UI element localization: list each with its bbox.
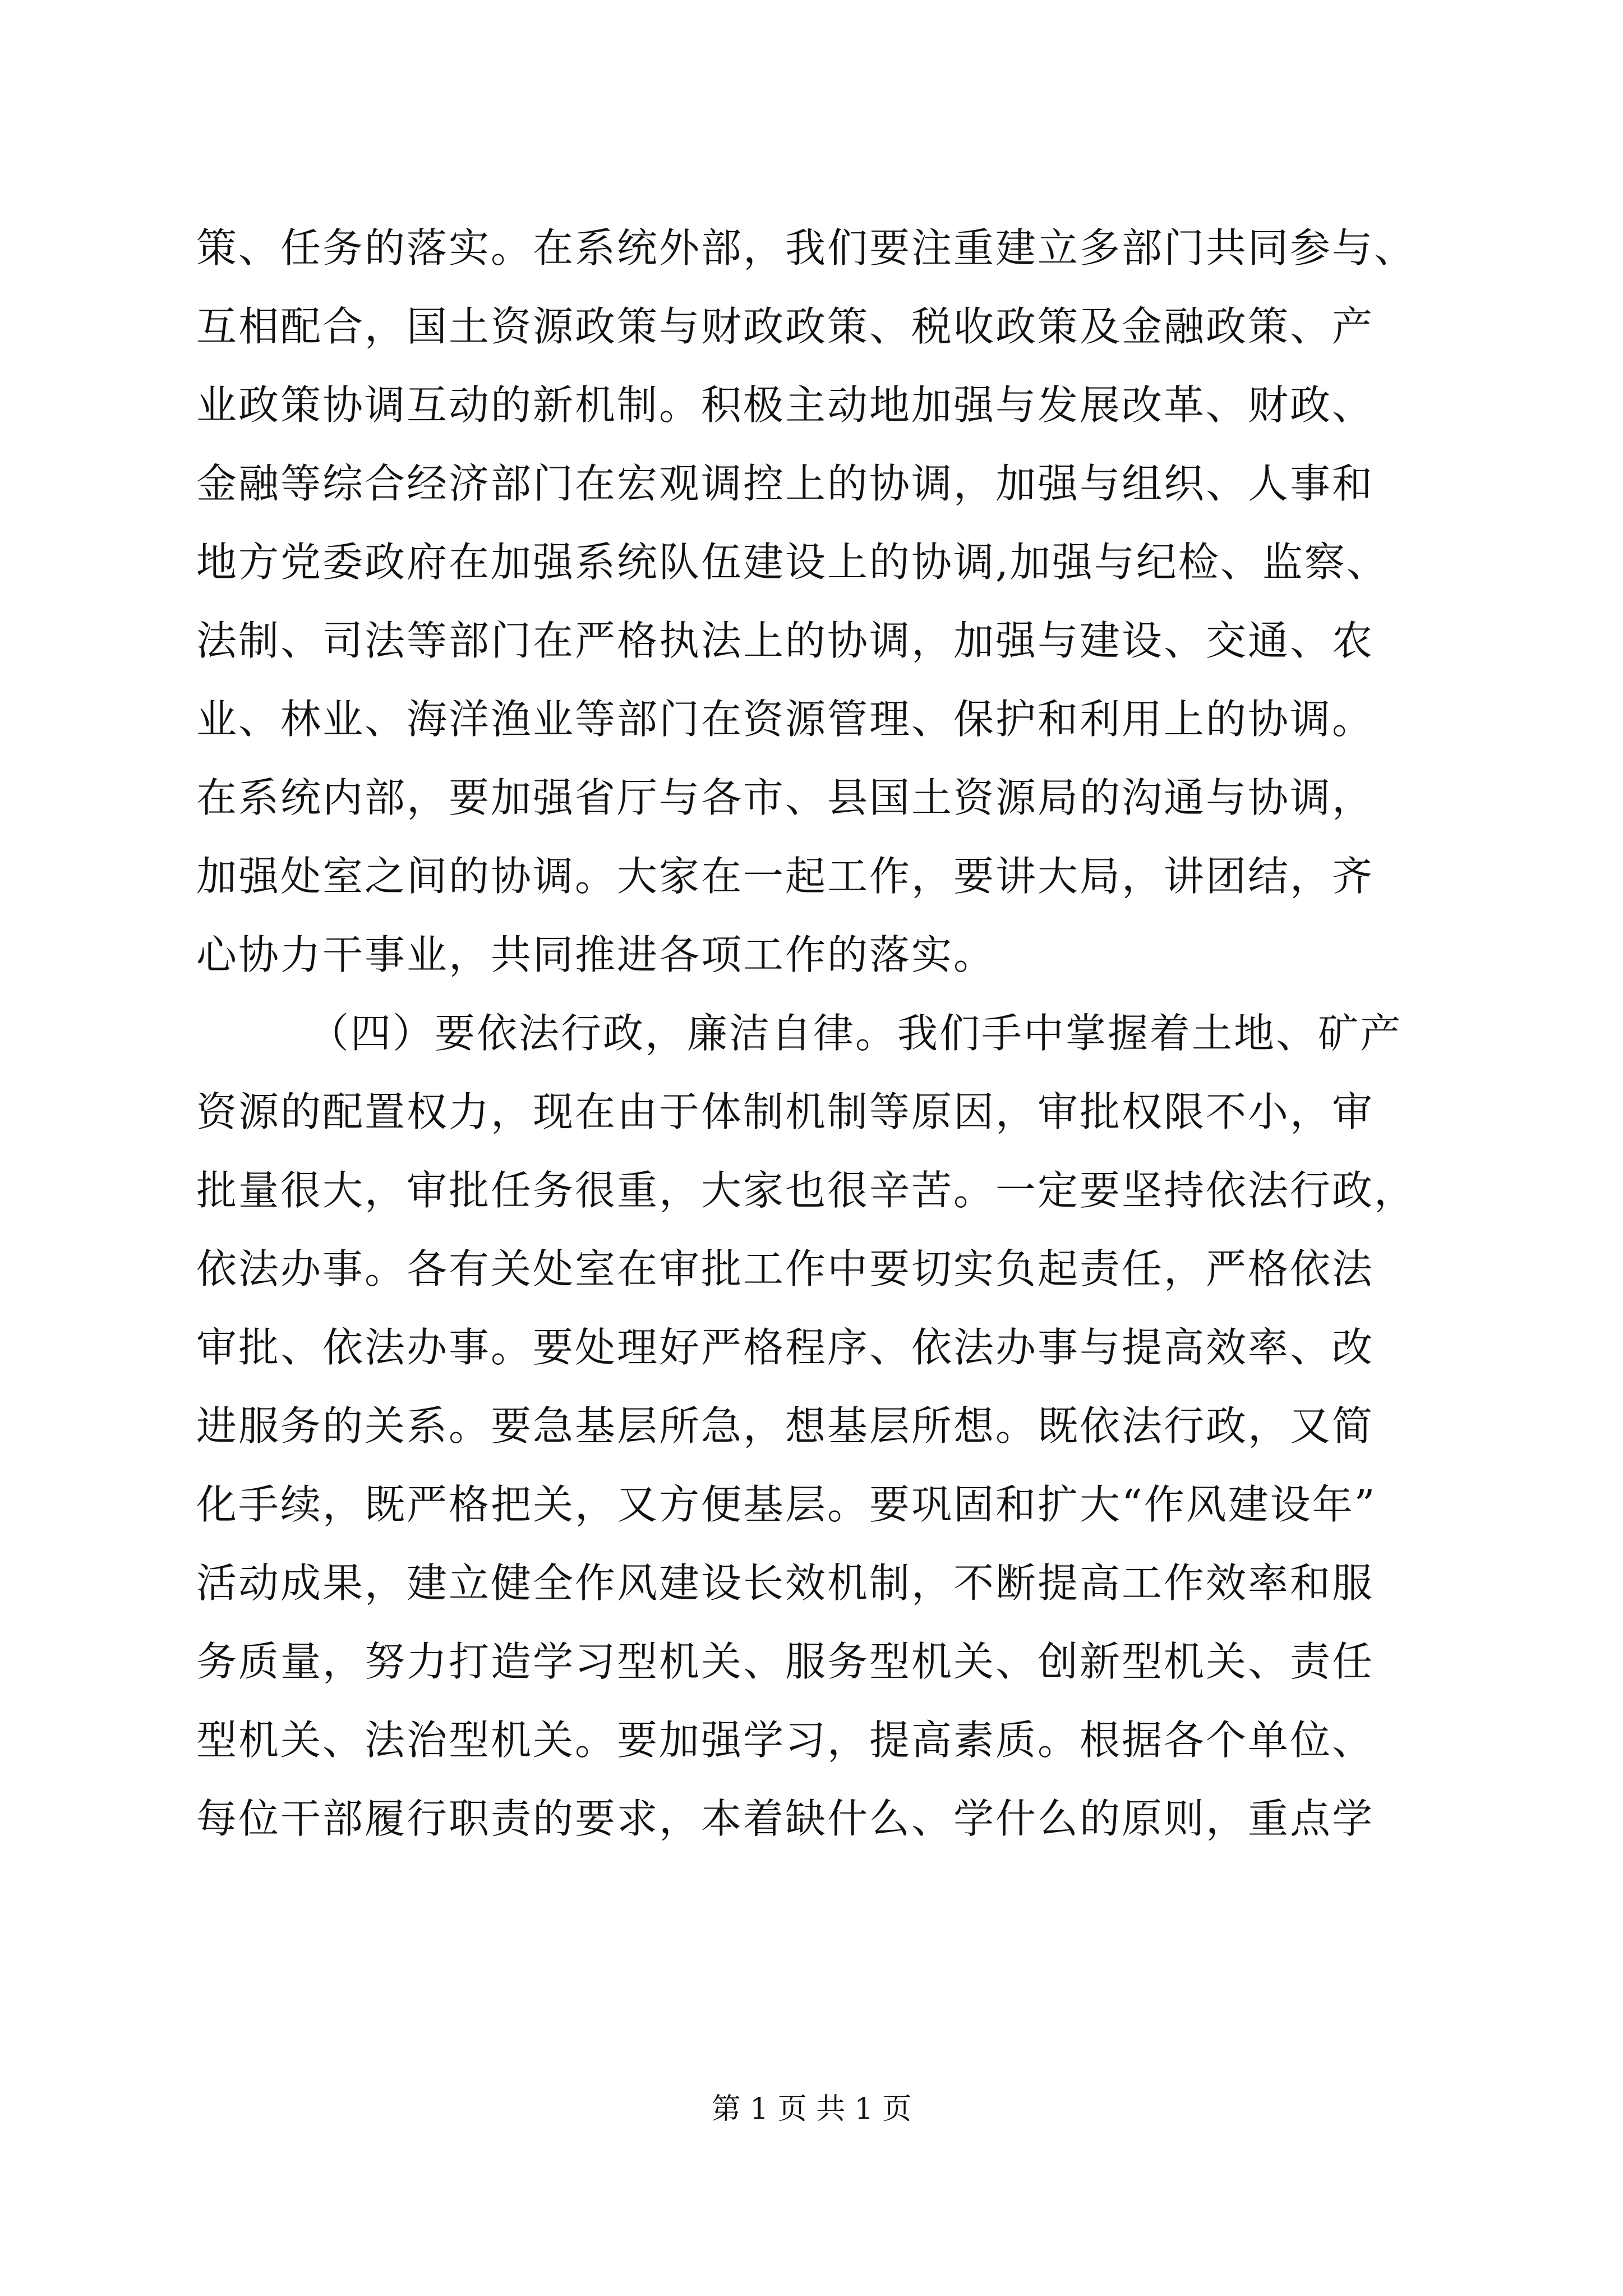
document-body (196, 209, 1621, 1858)
text-line: 金融等综合经济部门在宏观调控上的协调，加强与组织、人事和 (196, 460, 1375, 507)
text-line: 型机关、法治型机关。要加强学习，提高素质。根据各个单位、 (196, 1717, 1375, 1764)
text-line: 在系统内部，要加强省厅与各市、县国土资源局的沟通与协调， (196, 774, 1375, 821)
text-line: 加强处室之间的协调。大家在一起工作，要讲大局，讲团结，齐 (196, 853, 1375, 900)
text-line: 资源的配置权力，现在由于体制机制等原因，审批权限不小，审 (196, 1088, 1375, 1135)
text-line: 策、任务的落实。在系统外部，我们要注重建立多部门共同参与、 (196, 224, 1417, 272)
text-line: 法制、司法等部门在严格执法上的协调，加强与建设、交通、农 (196, 617, 1375, 664)
text-line: 业、林业、海洋渔业等部门在资源管理、保护和利用上的协调。 (196, 696, 1375, 743)
text-line: 地方党委政府在加强系统队伍建设上的协调,加强与纪检、监察、 (196, 539, 1389, 586)
text-line: 化手续，既严格把关，又方便基层。要巩固和扩大“作风建设年” (196, 1481, 1377, 1528)
text-line: 批量很大，审批任务很重，大家也很辛苦。一定要坚持依法行政， (196, 1167, 1417, 1214)
text-line: 进服务的关系。要急基层所急，想基层所想。既依法行政，又简 (196, 1402, 1375, 1450)
text-line: 务质量，努力打造学习型机关、服务型机关、创新型机关、责任 (196, 1638, 1375, 1685)
text-line: 活动成果，建立健全作风建设长效机制，不断提高工作效率和服 (196, 1559, 1375, 1607)
text-line: 业政策协调互动的新机制。积极主动地加强与发展改革、财政、 (196, 381, 1375, 429)
text-line: 心协力干事业，共同推进各项工作的落实。 (196, 931, 996, 978)
paragraph-start-line: （四）要依法行政，廉洁自律。我们手中掌握着土地、矿产 (308, 1010, 1403, 1057)
text-line: 审批、依法办事。要处理好严格程序、依法办事与提高效率、改 (196, 1324, 1375, 1371)
text-line: 每位干部履行职责的要求，本着缺什么、学什么的原则，重点学 (196, 1795, 1375, 1842)
text-line: 依法办事。各有关处室在审批工作中要切实负起责任，严格依法 (196, 1245, 1375, 1292)
page-footer: 第 1 页 共 1 页 (711, 2092, 912, 2126)
text-line: 互相配合，国土资源政策与财政政策、税收政策及金融政策、产 (196, 303, 1375, 350)
